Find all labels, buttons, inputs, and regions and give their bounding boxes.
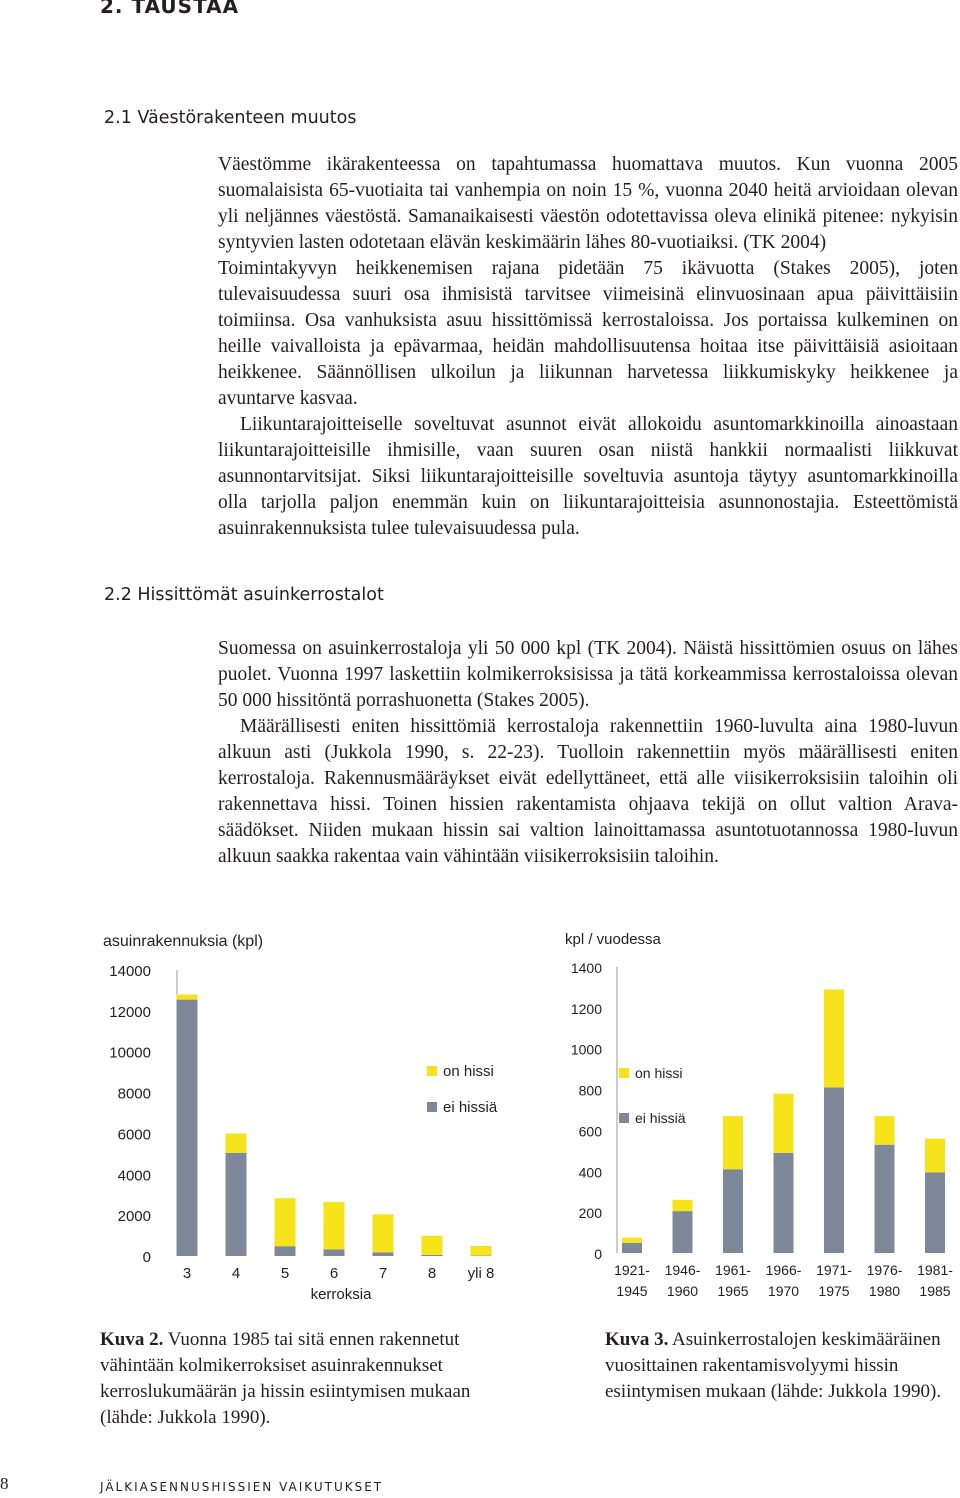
bar-ei-hissia <box>774 1153 794 1253</box>
x-tick-label: 1966- <box>765 1262 802 1278</box>
y-axis-title: kpl / vuodessa <box>565 931 661 948</box>
caption-text: Vuonna 1985 tai sitä ennen rakennetut vähintään kolmikerroksiset asuinrakennukset kerroslukumäärän ja hissin esiintymisen mukaan (lähde: Jukkola 1990). <box>100 1329 471 1428</box>
bar-on-hissi <box>774 1094 794 1153</box>
bar-ei-hissia <box>723 1169 743 1253</box>
bar-on-hissi <box>226 1133 247 1152</box>
figure-caption <box>605 1327 960 1405</box>
section-body <box>218 636 958 870</box>
y-tick-label: 6000 <box>117 1126 151 1144</box>
chart-years-svg <box>555 925 960 1315</box>
y-tick-label: 2000 <box>117 1208 151 1226</box>
chart-years <box>555 925 960 1315</box>
legend-swatch <box>427 1102 437 1112</box>
bar-on-hissi <box>622 1238 642 1243</box>
section-heading: 2.1 Väestörakenteen muutos <box>104 108 357 128</box>
y-tick-label: 400 <box>578 1164 602 1181</box>
bar-on-hissi <box>925 1139 945 1173</box>
bar-ei-hissia <box>177 1000 198 1256</box>
legend-swatch <box>427 1066 437 1076</box>
bar-ei-hissia <box>875 1145 895 1253</box>
legend-label: on hissi <box>635 1065 683 1081</box>
caption-label: Kuva 2. <box>100 1329 164 1350</box>
y-tick-label: 1400 <box>570 960 602 976</box>
bar-ei-hissia <box>622 1243 642 1253</box>
bar-ei-hissia <box>324 1249 345 1256</box>
bar-ei-hissia <box>226 1153 247 1256</box>
bar-on-hissi <box>422 1236 443 1255</box>
y-tick-label: 600 <box>578 1123 602 1140</box>
x-tick-label: 1975 <box>818 1283 850 1299</box>
caption-label: Kuva 3. <box>605 1329 669 1350</box>
bar-on-hissi <box>177 995 198 1000</box>
x-tick-label: 1981- <box>917 1262 953 1278</box>
bar-on-hissi <box>875 1116 895 1145</box>
x-tick-label: 1921- <box>614 1262 650 1278</box>
paragraph: Määrällisesti eniten hissittömiä kerrostaloja rakennettiin 1960-luvulta aina 1980-luvun alkuun asti (Jukkola 1990, s. 22-23). Tuolloin rakennettiin myös määrällisesti eniten kerrostaloja. Rakennusmääräykset eivät edellyttäneet, että alle viisikerroksisiin taloihin oli rakennettava hissi. Toinen hissien rakentamista ohjaava tekijä on ollut valtion Arava-säädökset. Niiden mukaan hissin sai valtion lainoittamassa asuntotuotannossa 1980-luvun alkuun saakka rakentaa vain vähintään viisikerroksisiin taloihin. <box>218 716 958 867</box>
legend-label: ei hissiä <box>443 1099 498 1116</box>
bar-on-hissi <box>673 1200 693 1211</box>
y-tick-label: 1000 <box>570 1041 602 1058</box>
y-tick-label: 0 <box>142 1249 151 1266</box>
bar-on-hissi <box>723 1116 743 1169</box>
x-tick-label: 1985 <box>919 1283 951 1299</box>
section-body <box>218 152 958 542</box>
x-axis-title: kerroksia <box>310 1286 372 1303</box>
x-tick-label: 1976- <box>866 1262 903 1278</box>
x-tick-label: 6 <box>329 1265 339 1282</box>
x-tick-label: 1965 <box>717 1283 749 1299</box>
running-footer: JÄLKIASENNUSHISSIEN VAIKUTUKSET <box>100 1480 384 1494</box>
y-tick-label: 1200 <box>570 1000 602 1017</box>
bar-ei-hissia <box>824 1088 844 1253</box>
y-tick-label: 8000 <box>117 1085 151 1103</box>
x-tick-label: 1960 <box>666 1283 699 1299</box>
y-axis-title: asuinrakennuksia (kpl) <box>103 933 264 950</box>
chart-floors-svg <box>95 925 535 1315</box>
legend-label: ei hissiä <box>635 1110 686 1126</box>
caption-text: Asuinkerrostalojen keskimääräinen vuosittainen rakentamisvolyymi hissin esiintymisen mukaan (lähde: Jukkola 1990). <box>605 1329 942 1402</box>
bar-ei-hissia <box>422 1255 443 1256</box>
bar-on-hissi <box>373 1214 394 1252</box>
y-tick-label: 200 <box>578 1205 602 1222</box>
bar-ei-hissia <box>373 1252 394 1256</box>
legend-label: on hissi <box>443 1063 494 1080</box>
y-tick-label: 14000 <box>109 963 151 980</box>
bar-on-hissi <box>275 1198 296 1246</box>
x-tick-label: 3 <box>182 1265 192 1282</box>
x-tick-label: 7 <box>378 1265 388 1282</box>
x-tick-label: 1971- <box>816 1262 852 1278</box>
y-tick-label: 0 <box>594 1246 602 1262</box>
legend-swatch <box>619 1113 629 1123</box>
x-tick-label: 1946- <box>664 1262 701 1278</box>
x-tick-label: yli 8 <box>467 1265 495 1282</box>
y-tick-label: 10000 <box>109 1044 151 1062</box>
bar-ei-hissia <box>275 1246 296 1256</box>
bar-on-hissi <box>471 1246 492 1256</box>
chapter-title: 2. TAUSTAA <box>100 0 240 18</box>
x-tick-label: 1970 <box>767 1283 800 1299</box>
paragraph: Toimintakyvyn heikkenemisen rajana pidetään 75 ikävuotta (Stakes 2005), joten tulevaisuudessa suuri osa ihmisistä tarvitsee viimeisinä elinvuosinaan apua päivittäisiin toimiinsa. Osa vanhuksista asuu hissittömissä kerrostaloissa. Jos portaissa kulkeminen on heille vaivalloista ja epävarmaa, heidän mahdollisuutensa hoitaa itse päivittäisiä asioitaan heikkenee. Säännöllisen ulkoilun ja liikunnan harvetessa liikkumiskyky heikkenee ja avuntarve kasvaa. <box>218 258 958 409</box>
y-tick-label: 4000 <box>117 1167 151 1185</box>
paragraph: Suomessa on asuinkerrostaloja yli 50 000 kpl (TK 2004). Näistä hissittömien osuus on lähes puolet. Vuonna 1997 laskettiin kolmikerroksisissa ja tätä korkeammissa kerrostaloissa olevan 50 000 hissitöntä porrashuonetta (Stakes 2005). <box>218 638 958 711</box>
y-tick-label: 12000 <box>109 1003 151 1021</box>
bar-on-hissi <box>324 1202 345 1249</box>
bar-on-hissi <box>824 989 844 1087</box>
x-tick-label: 1980 <box>868 1283 901 1299</box>
bar-ei-hissia <box>673 1211 693 1253</box>
x-tick-label: 1945 <box>616 1283 648 1299</box>
x-tick-label: 5 <box>280 1265 290 1282</box>
page-number: 8 <box>0 1474 9 1493</box>
paragraph: Liikuntarajoitteiselle soveltuvat asunnot eivät allokoidu asuntomarkkinoilla ainoastaan liikuntarajoitteisille ihmisille, vaan suuren osan niistä hankkii normaalisti liikkuvat asunnontarvitsijat. Siksi liikuntarajoitteisille soveltuvia asuntoja täytyy asuntomarkkinoilla olla tarjolla paljon enemmän kuin on liikuntarajoitteisia asunnonostajia. Esteettömistä asuinrakennuksista tulee tulevaisuudessa pula. <box>218 414 958 539</box>
x-tick-label: 4 <box>231 1265 241 1282</box>
y-tick-label: 800 <box>578 1082 602 1099</box>
figure-caption <box>100 1327 520 1431</box>
x-tick-label: 8 <box>427 1265 437 1282</box>
paragraph: Väestömme ikärakenteessa on tapahtumassa huomattava muutos. Kun vuonna 2005 suomalaisista 65-vuotiaita tai vanhempia on noin 15 %, vuonna 2040 heitä arvioidaan olevan yli neljännes väestöstä. Samanaikaisesti väestön odotettavissa oleva elinikä pitenee: nykyisin syntyvien lasten odotetaan elävän keskimäärin lähes 80-vuotiaiksi. (TK 2004) <box>218 154 958 253</box>
section-heading: 2.2 Hissittömät asuinkerrostalot <box>104 585 384 605</box>
legend-swatch <box>619 1068 629 1078</box>
bar-ei-hissia <box>925 1172 945 1253</box>
chart-floors <box>95 925 535 1315</box>
x-tick-label: 1961- <box>715 1262 751 1278</box>
